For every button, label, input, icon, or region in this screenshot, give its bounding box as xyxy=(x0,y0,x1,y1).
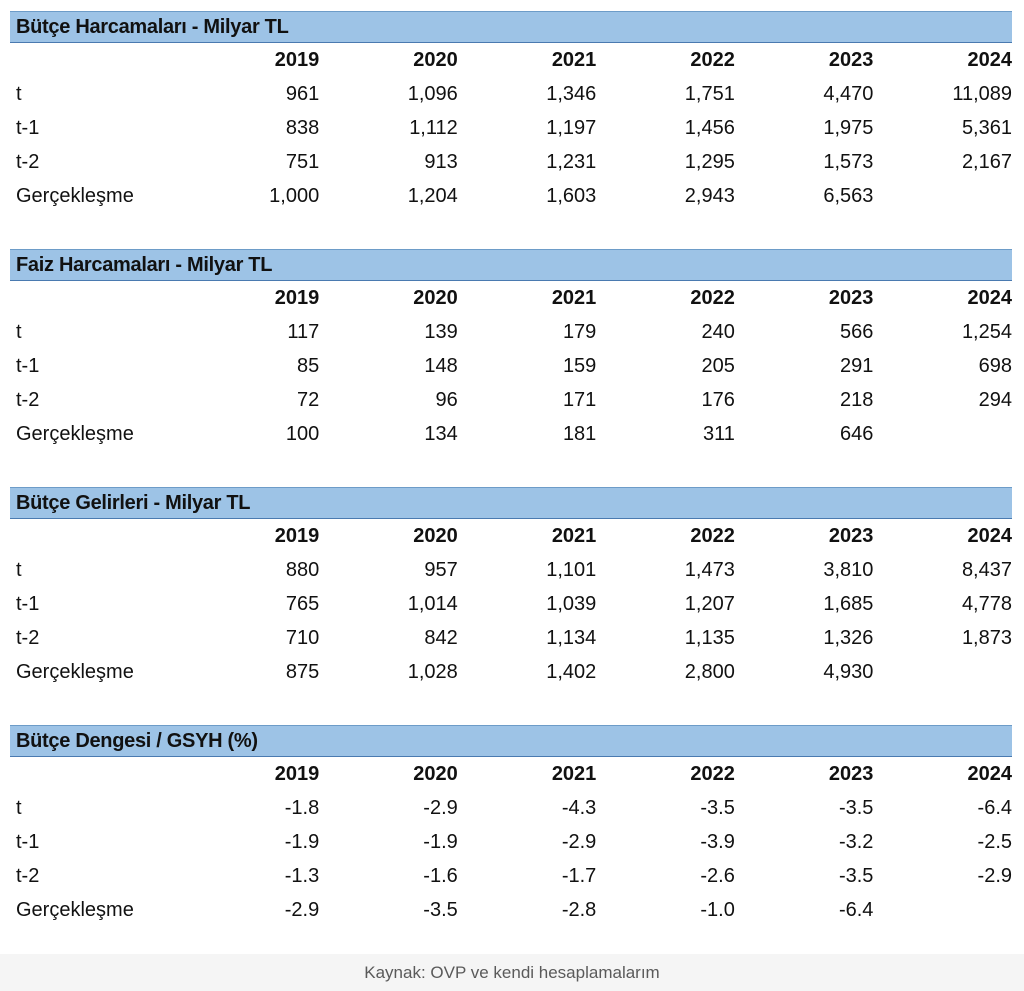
section-title: Bütçe Gelirleri - Milyar TL xyxy=(10,487,1012,519)
value-cell: -2.9 xyxy=(284,898,320,921)
value-cell: 751 xyxy=(285,150,320,173)
value-cell: -6.4 xyxy=(838,898,874,921)
value-cell: -1.9 xyxy=(284,830,320,853)
table-row xyxy=(10,315,1012,349)
value-cell: 710 xyxy=(285,626,320,649)
year-header: 2024 xyxy=(967,48,1012,71)
value-cell: 179 xyxy=(562,320,597,343)
year-header: 2021 xyxy=(551,48,597,71)
table-row xyxy=(10,655,1012,689)
value-cell: 875 xyxy=(285,660,320,683)
value-cell: 1,326 xyxy=(823,626,874,649)
value-cell: 566 xyxy=(840,320,874,343)
table-row xyxy=(10,111,1012,145)
year-header: 2023 xyxy=(828,762,874,785)
source-caption: Kaynak: OVP ve kendi hesaplamalarım xyxy=(0,954,1024,991)
data-table xyxy=(10,43,1012,213)
value-cell: 913 xyxy=(424,150,458,173)
section-title: Bütçe Harcamaları - Milyar TL xyxy=(10,11,1012,43)
value-cell: 171 xyxy=(562,388,597,411)
value-cell: 240 xyxy=(701,320,735,343)
row-label: Gerçekleşme xyxy=(16,422,134,445)
year-header: 2021 xyxy=(551,762,597,785)
value-cell: 1,134 xyxy=(546,626,597,649)
value-cell: -1.9 xyxy=(423,830,458,853)
row-label: Gerçekleşme xyxy=(16,898,134,921)
value-cell: -1.7 xyxy=(561,864,597,887)
value-cell: 646 xyxy=(840,422,874,445)
value-cell: -1.3 xyxy=(284,864,320,887)
year-header: 2022 xyxy=(690,48,735,71)
row-label: t-2 xyxy=(16,388,40,411)
row-label: t xyxy=(16,558,22,581)
value-cell: 1,096 xyxy=(407,82,458,105)
value-cell: -2.9 xyxy=(977,864,1012,887)
value-cell: 957 xyxy=(424,558,458,581)
year-header: 2021 xyxy=(551,524,597,547)
row-label: t-1 xyxy=(16,592,40,615)
table-row xyxy=(10,145,1012,179)
value-cell: 2,943 xyxy=(684,184,735,207)
table-row xyxy=(10,349,1012,383)
value-cell: -1.0 xyxy=(700,898,735,921)
value-cell: 1,473 xyxy=(684,558,735,581)
year-header: 2020 xyxy=(413,286,458,309)
table-row xyxy=(10,825,1012,859)
section-faiz-harcamalari xyxy=(10,249,1012,451)
value-cell: 1,685 xyxy=(823,592,874,615)
value-cell: -4.3 xyxy=(561,796,597,819)
value-cell: 1,254 xyxy=(961,320,1012,343)
value-cell: 100 xyxy=(285,422,320,445)
year-header-row xyxy=(10,43,1012,77)
value-cell: 1,014 xyxy=(407,592,458,615)
value-cell: -2.9 xyxy=(561,830,597,853)
value-cell: 4,470 xyxy=(823,82,874,105)
year-header-row xyxy=(10,519,1012,553)
value-cell: 291 xyxy=(840,354,874,377)
value-cell: 1,346 xyxy=(546,82,597,105)
year-header: 2020 xyxy=(413,524,458,547)
value-cell: 117 xyxy=(287,320,320,343)
value-cell: 961 xyxy=(285,82,320,105)
row-label: t-2 xyxy=(16,626,40,649)
row-label: t-1 xyxy=(16,354,40,377)
value-cell: 294 xyxy=(978,388,1012,411)
empty-header-cell xyxy=(10,757,181,791)
data-table xyxy=(10,757,1012,927)
value-cell: 4,930 xyxy=(823,660,874,683)
table-row xyxy=(10,383,1012,417)
value-cell: -3.2 xyxy=(838,830,874,853)
value-cell: -3.5 xyxy=(838,864,874,887)
value-cell: 2,167 xyxy=(961,150,1012,173)
value-cell: -3.5 xyxy=(423,898,458,921)
row-label: t-1 xyxy=(16,116,40,139)
value-cell xyxy=(873,893,1012,927)
value-cell: 1,603 xyxy=(546,184,597,207)
value-cell: 5,361 xyxy=(961,116,1012,139)
section-butce-harcamalari xyxy=(10,11,1012,213)
value-cell: -2.5 xyxy=(977,830,1012,853)
year-header: 2022 xyxy=(690,286,735,309)
value-cell: -1.8 xyxy=(284,796,320,819)
year-header: 2021 xyxy=(551,286,597,309)
value-cell: 148 xyxy=(424,354,458,377)
year-header: 2019 xyxy=(274,286,320,309)
value-cell: 1,112 xyxy=(409,116,458,139)
value-cell: -1.6 xyxy=(423,864,458,887)
year-header: 2022 xyxy=(690,762,735,785)
year-header: 2023 xyxy=(828,524,874,547)
value-cell: 6,563 xyxy=(823,184,874,207)
value-cell: 4,778 xyxy=(961,592,1012,615)
value-cell: 838 xyxy=(285,116,320,139)
year-header: 2023 xyxy=(828,48,874,71)
value-cell: -2.9 xyxy=(423,796,458,819)
section-butce-dengesi xyxy=(10,725,1012,927)
value-cell: 698 xyxy=(978,354,1012,377)
value-cell: 134 xyxy=(424,422,458,445)
table-row xyxy=(10,893,1012,927)
value-cell: 181 xyxy=(562,422,597,445)
value-cell xyxy=(873,179,1012,213)
value-cell: 311 xyxy=(702,422,735,445)
table-row xyxy=(10,587,1012,621)
value-cell: 176 xyxy=(701,388,735,411)
empty-header-cell xyxy=(10,519,181,553)
value-cell: 11,089 xyxy=(952,82,1012,105)
table-row xyxy=(10,859,1012,893)
year-header-row xyxy=(10,281,1012,315)
value-cell xyxy=(873,417,1012,451)
value-cell: -2.8 xyxy=(561,898,597,921)
row-label: t-2 xyxy=(16,864,40,887)
value-cell: 85 xyxy=(296,354,320,377)
section-butce-gelirleri xyxy=(10,487,1012,689)
value-cell: 1,295 xyxy=(684,150,735,173)
year-header: 2023 xyxy=(828,286,874,309)
value-cell: 880 xyxy=(285,558,320,581)
row-label: t xyxy=(16,320,22,343)
year-header: 2024 xyxy=(967,762,1012,785)
value-cell: 1,231 xyxy=(546,150,597,173)
value-cell: 72 xyxy=(296,388,320,411)
row-label: t xyxy=(16,82,22,105)
value-cell: 765 xyxy=(285,592,320,615)
table-row xyxy=(10,77,1012,111)
value-cell: 1,028 xyxy=(407,660,458,683)
value-cell: 2,800 xyxy=(684,660,735,683)
year-header: 2024 xyxy=(967,286,1012,309)
value-cell: 1,873 xyxy=(961,626,1012,649)
empty-header-cell xyxy=(10,43,181,77)
value-cell: 3,810 xyxy=(823,558,874,581)
value-cell: 1,101 xyxy=(546,558,597,581)
year-header: 2019 xyxy=(274,524,320,547)
value-cell: 842 xyxy=(424,626,458,649)
value-cell: 1,135 xyxy=(684,626,735,649)
data-table xyxy=(10,281,1012,451)
table-row xyxy=(10,791,1012,825)
value-cell: 1,456 xyxy=(684,116,735,139)
value-cell: 139 xyxy=(424,320,458,343)
value-cell xyxy=(873,655,1012,689)
year-header: 2020 xyxy=(413,48,458,71)
table-row xyxy=(10,417,1012,451)
year-header-row xyxy=(10,757,1012,791)
value-cell: -3.5 xyxy=(700,796,735,819)
value-cell: 1,207 xyxy=(684,592,735,615)
year-header: 2024 xyxy=(967,524,1012,547)
data-table xyxy=(10,519,1012,689)
value-cell: 96 xyxy=(435,388,458,411)
section-title: Faiz Harcamaları - Milyar TL xyxy=(10,249,1012,281)
value-cell: 1,000 xyxy=(269,184,320,207)
value-cell: 1,402 xyxy=(546,660,597,683)
value-cell: 1,204 xyxy=(407,184,458,207)
value-cell: 218 xyxy=(840,388,874,411)
year-header: 2019 xyxy=(274,48,320,71)
value-cell: 1,975 xyxy=(823,116,874,139)
year-header: 2022 xyxy=(690,524,735,547)
row-label: t-1 xyxy=(16,830,40,853)
value-cell: 8,437 xyxy=(961,558,1012,581)
empty-header-cell xyxy=(10,281,181,315)
value-cell: -2.6 xyxy=(700,864,735,887)
row-label: Gerçekleşme xyxy=(16,184,134,207)
table-row xyxy=(10,553,1012,587)
value-cell: 159 xyxy=(562,354,597,377)
value-cell: 1,039 xyxy=(546,592,597,615)
table-row xyxy=(10,621,1012,655)
section-title: Bütçe Dengesi / GSYH (%) xyxy=(10,725,1012,757)
year-header: 2019 xyxy=(274,762,320,785)
value-cell: -3.5 xyxy=(838,796,874,819)
row-label: t-2 xyxy=(16,150,40,173)
value-cell: 1,197 xyxy=(546,116,597,139)
value-cell: 1,751 xyxy=(684,82,735,105)
table-row xyxy=(10,179,1012,213)
row-label: t xyxy=(16,796,22,819)
row-label: Gerçekleşme xyxy=(16,660,134,683)
value-cell: -6.4 xyxy=(977,796,1012,819)
value-cell: 205 xyxy=(701,354,735,377)
value-cell: -3.9 xyxy=(700,830,735,853)
value-cell: 1,573 xyxy=(823,150,874,173)
year-header: 2020 xyxy=(413,762,458,785)
